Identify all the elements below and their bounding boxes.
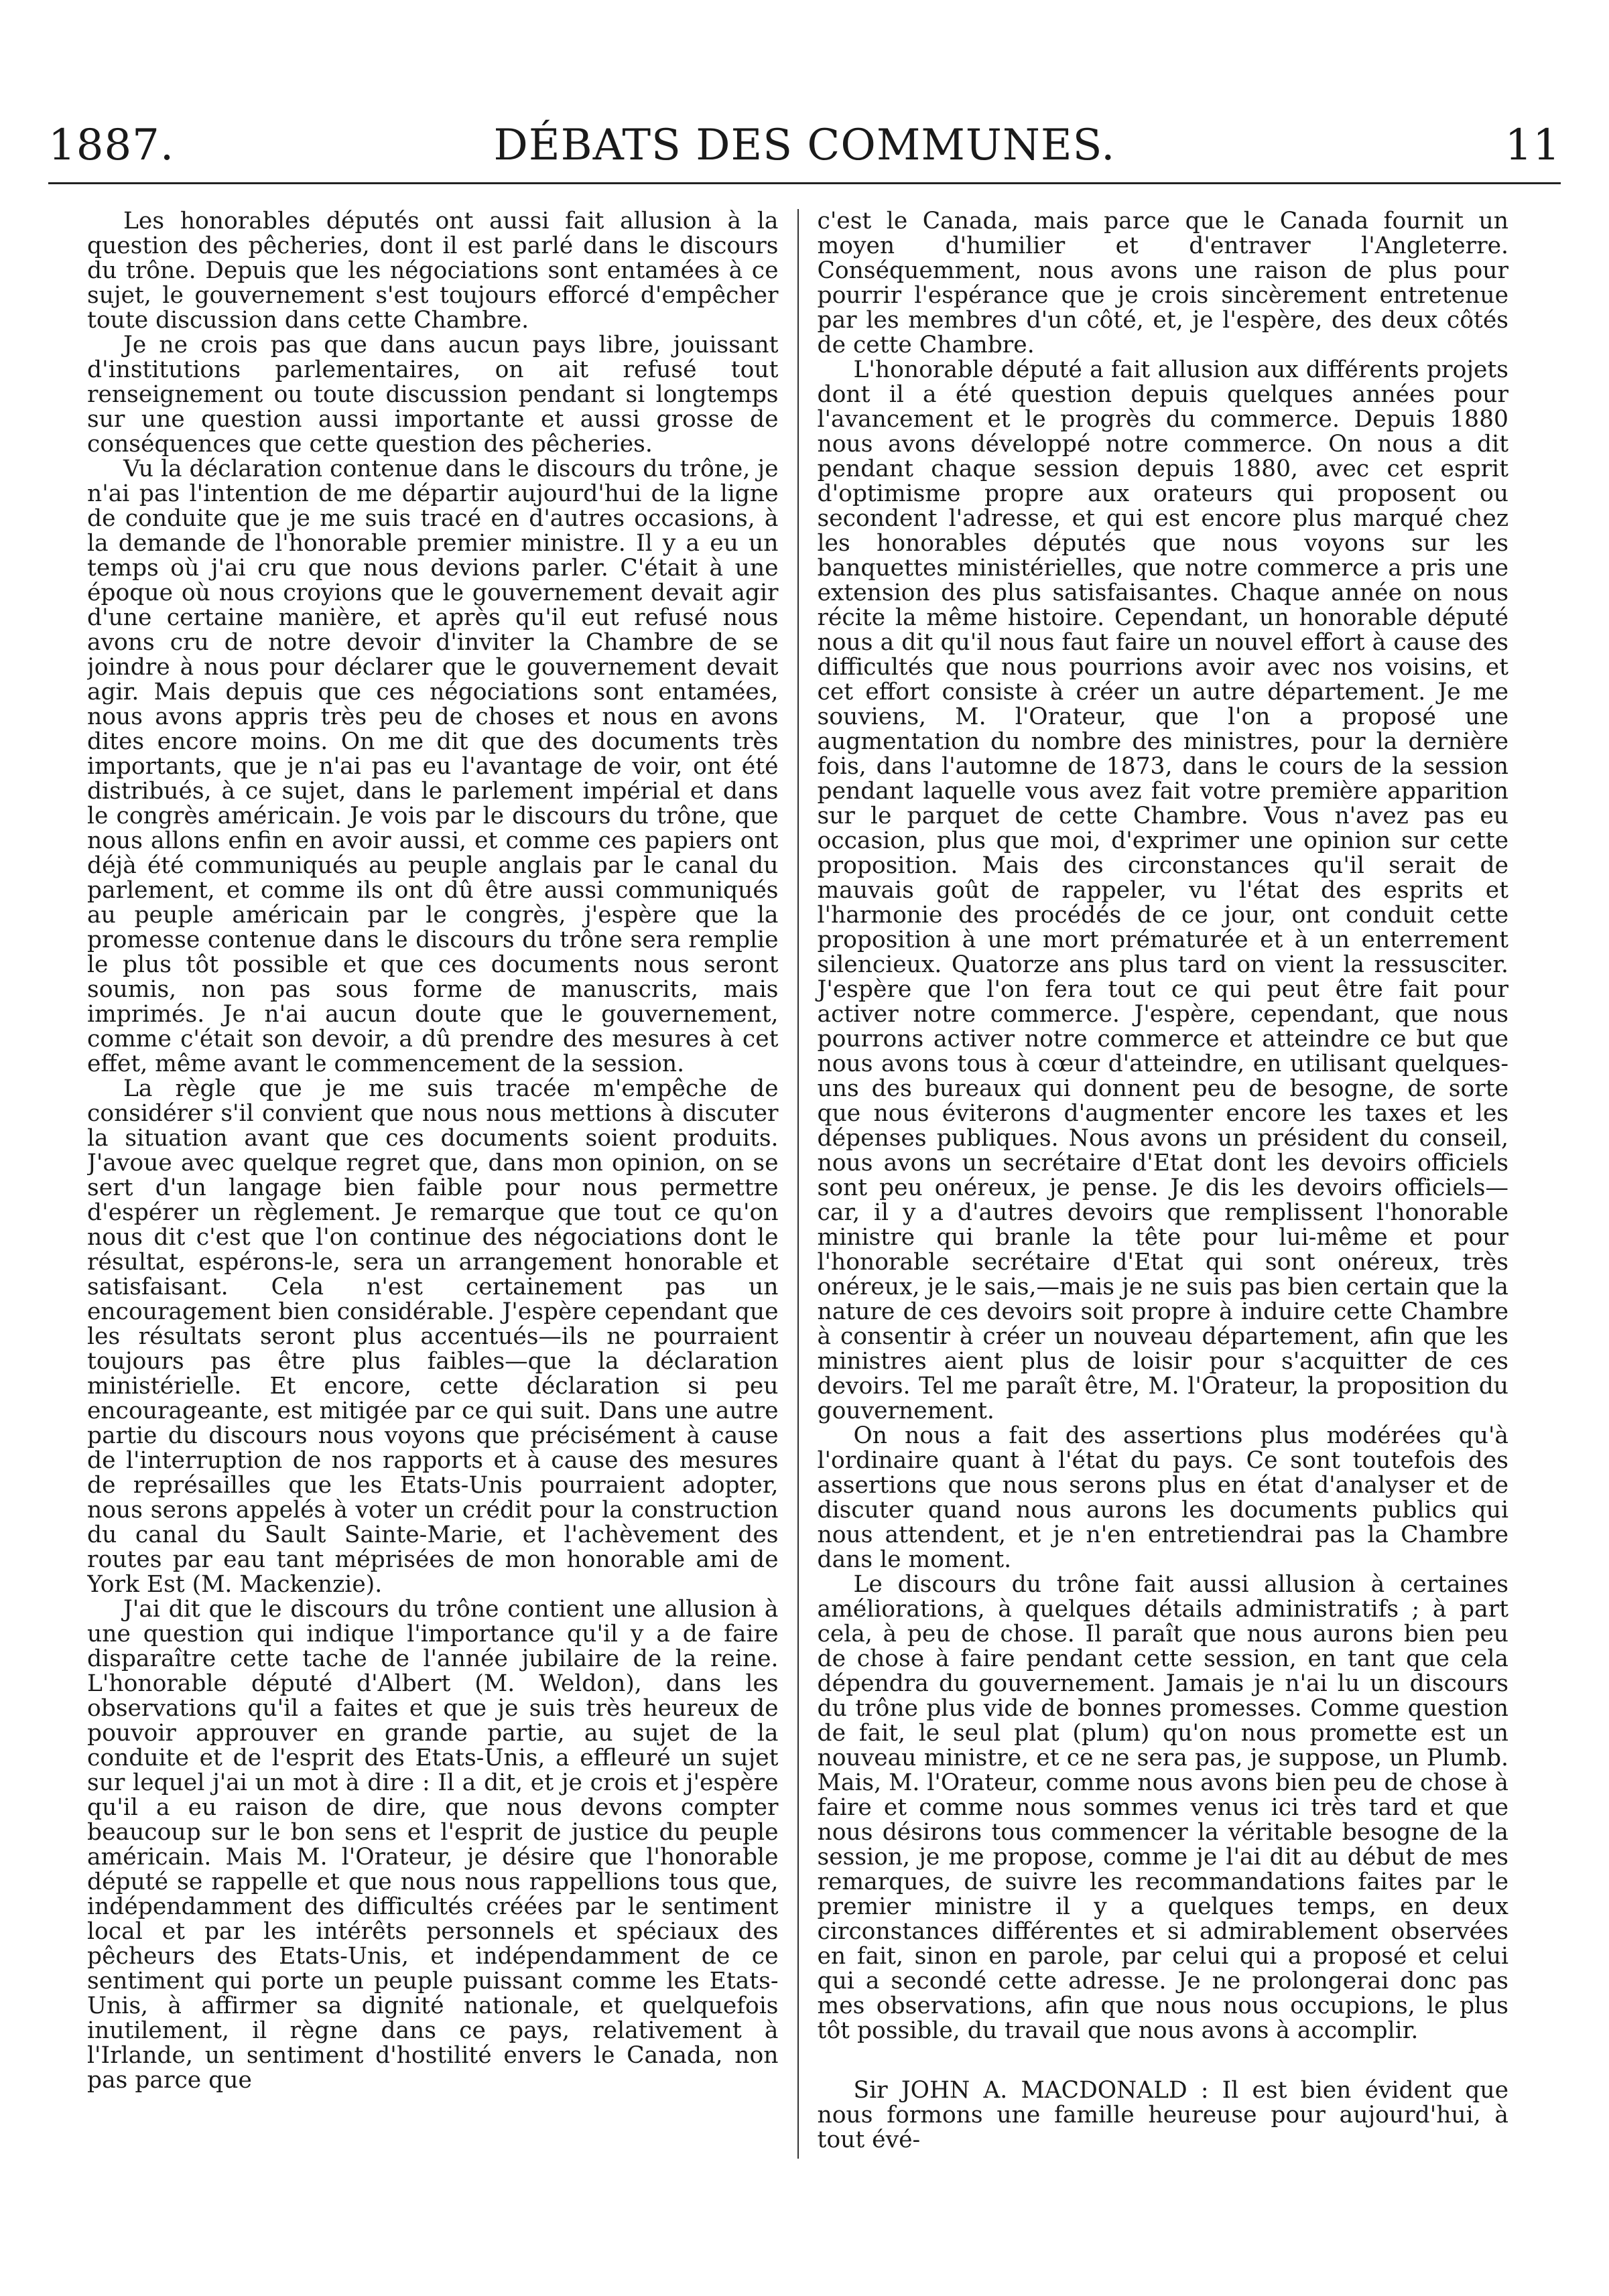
header-rule [48,182,1561,184]
paragraph: On nous a fait des assertions plus modérées qu'à l'ordinaire quant à l'état du pays. Ce sont toutefois des assertions que nous serons plus en état d'analyser et de discuter quand nous aurons les documents publics qui nous attendent, et je n'en entretiendrai pas la Chambre dans le moment. [817,1422,1508,1573]
right-column [799,209,1509,2159]
paragraph: Les honorables députés ont aussi fait allusion à la question des pêcheries, dont il est parlé dans le discours du trône. Depuis que les négociations sont entamées à ce sujet, le gouvernement s'est toujours efforcé d'empêcher toute discussion dans cette Chambre. [87,209,779,334]
paragraph: L'honorable député a fait allusion aux différents projets dont il a été question depuis quelques années pour l'avancement et le progrès du commerce. Depuis 1880 nous avons développé notre commerce. On nous a dit pendant chaque session depuis 1880, avec cet esprit d'optimisme propre aux orateurs qui proposent ou secondent l'adresse, et qui est encore plus marqué chez les honorables députés que nous voyons sur les banquettes ministérielles, que notre commerce a pris une extension des plus satisfaisantes. Chaque année on nous récite la même histoire. Cependant, un honorable député nous a dit qu'il nous faut faire un nouvel effort à cause des difficultés que nous pourrions avoir avec nos voisins, et cet effort consiste à créer un autre département. Je me souviens, M. l'Orateur, que l'on a proposé une augmentation du nombre des ministres, pour la dernière fois, dans l'automne de 1873, dans le cours de la session pendant laquelle vous avez fait votre première apparition sur le parquet de cette Chambre. Vous n'avez pas eu occasion, plus que moi, d'exprimer une opinion sur cette proposition. Mais des circonstances qu'il serait de mauvais goût de rappeler, vu l'état des esprits et l'harmonie des procédés de ce jour, ont conduit cette proposition à une mort prématurée et à un enterrement silencieux. Quatorze ans plus tard on vient la ressusciter. J'espère que l'on fera tout ce qui peut être fait pour activer notre commerce. J'espère, cependant, que nous pourrons activer notre commerce et atteindre ce but que nous avons tous à cœur d'atteindre, en utilisant quelques-uns des bureaux qui donnent peu de besogne, de sorte que nous éviterons d'augmenter encore les taxes et les dépenses publiques. Nous avons un président du conseil, nous avons un secrétaire d'Etat dont les devoirs officiels sont peu onéreux, je pense. Je dis les devoirs officiels—car, il y a d'autres devoirs que remplissent l'honorable ministre qui branle la tête pour lui-même et pour l'honorable secrétaire d'Etat qui sont onéreux, très onéreux, je le sais,—mais je ne suis pas bien certain que la nature de ces devoirs soit propre à induire cette Chambre à consentir à créer un nouveau département, afin que les ministres aient plus de loisir pour s'acquitter de ces devoirs. Tel me paraît être, M. l'Orateur, la proposition du gouvernement. [817,356,1508,1424]
page-header [48,121,1561,174]
left-column [87,209,799,2159]
speaker-paragraph: Sir JOHN A. MACDONALD : Il est bien évident que nous formons une famille heureuse pour aujourd'hui, à tout évé- [817,2077,1508,2153]
paragraph: Je ne crois pas que dans aucun pays libre, jouissant d'institutions parlementaires, on ait refusé tout renseignement ou toute discussion pendant si longtemps sur une question aussi importante et aussi grosse de conséquences que cette question des pêcheries. [87,332,779,458]
header-title: DÉBATS DES COMMUNES. [493,121,1116,170]
page-number: 11 [1504,121,1561,170]
header-year: 1887. [48,121,175,170]
paragraph: Le discours du trône fait aussi allusion à certaines améliorations, à quelques détails administratifs ; à part cela, à peu de chose. Il paraît que nous aurons bien peu de chose à faire pendant cette session, en tant que cela dépendra du gouvernement. Jamais je n'ai lu un discours du trône plus vide de bonnes promesses. Comme question de fait, le seul plat (plum) qu'on nous promette est un nouveau ministre, et ce ne sera pas, je suppose, un Plumb. Mais, M. l'Orateur, comme nous avons bien peu de chose à faire et comme nous sommes venus ici très tard et que nous désirons tous commencer la véritable besogne de la session, je me propose, comme je l'ai dit au début de mes remarques, de suivre les recommandations faites par le premier ministre il y a quelques temps, en deux circonstances différentes et si admirablement observées en fait, sinon en parole, par celui qui a proposé et celui qui a secondé cette adresse. Je ne prolongerai donc pas mes observations, afin que nous nous occupions, le plus tôt possible, du travail que nous avons à accomplir. [817,1571,1508,2044]
paragraph-continued: c'est le Canada, mais parce que le Canada fournit un moyen d'humilier et d'entraver l'Angleterre. Conséquemment, nous avons une raison de plus pour pourrir l'espérance que je crois sincèrement entretenue par les membres d'un côté, et, je l'espère, des deux côtés de cette Chambre. [817,209,1508,358]
paragraph: J'ai dit que le discours du trône contient une allusion à une question qui indique l'importance qu'il y a de faire disparaître cette tache de l'année jubilaire de la reine. L'honorable député d'Albert (M. Weldon), dans les observations qu'il a faites et que je suis très heureux de pouvoir approuver en grande partie, au sujet de la conduite et de l'esprit des Etats-Unis, a effleuré un sujet sur lequel j'ai un mot à dire : Il a dit, et je crois et j'espère qu'il a eu raison de dire, que nous devons compter beaucoup sur le bon sens et l'esprit de justice du peuple américain. Mais M. l'Orateur, je désire que l'honorable député se rappelle et que nous nous rappellions tous que, indépendamment des difficultés créées par le sentiment local et par les intérêts personnels et spéciaux des pêcheurs des Etats-Unis, et indépendamment de ce sentiment qui porte un peuple puissant comme les Etats-Unis, à affirmer sa dignité nationale, et quelquefois inutilement, il règne dans ce pays, relativement à l'Irlande, un sentiment d'hostilité envers le Canada, non pas parce que [87,1596,779,2094]
paragraph: Vu la déclaration contenue dans le discours du trône, je n'ai pas l'intention de me départir aujourd'hui de la ligne de conduite que je me suis tracé en d'autres occasions, à la demande de l'honorable premier ministre. Il y a eu un temps où j'ai cru que nous devions parler. C'était à une époque où nous croyions que le gouvernement devait agir d'une certaine manière, et après qu'il eut refusé nous avons cru de notre devoir d'inviter la Chambre de se joindre à nous pour déclarer que le gouvernement devait agir. Mais depuis que ces négociations sont entamées, nous avons appris très peu de choses et nous en avons dites encore moins. On me dit que des documents très importants, que je n'ai pas eu l'avantage de voir, ont été distribués, à ce sujet, dans le parlement impérial et dans le congrès américain. Je vois par le discours du trône, que nous allons enfin en avoir aussi, et comme ces papiers ont déjà été communiqués au peuple anglais par le canal du parlement, et comme ils ont dû être aussi communiqués au peuple américain par le congrès, j'espère que la promesse contenue dans le discours du trône sera remplie le plus tôt possible et que ces documents nous seront soumis, non pas sous forme de manuscrits, mais imprimés. Je n'ai aucun doute que le gouvernement, comme c'était son devoir, a dû prendre des mesures à cet effet, même avant le commencement de la session. [87,456,779,1077]
paragraph: La règle que je me suis tracée m'empêche de considérer s'il convient que nous nous mettions à discuter la situation avant que ces documents soient produits. J'avoue avec quelque regret que, dans mon opinion, on se sert d'un langage bien faible pour nous permettre d'espérer un règlement. Je remarque que tout ce qu'on nous dit c'est que l'on continue des négociations dont le résultat, espérons-le, sera un arrangement honorable et satisfaisant. Cela n'est certainement pas un encouragement bien considérable. J'espère cependant que les résultats seront plus accentués—ils ne pourraient toujours pas être plus faibles—que la déclaration ministérielle. Et encore, cette déclaration si peu encourageante, est mitigée par ce qui suit. Dans une autre partie du discours nous voyons que précisément à cause de l'interruption de nos rapports et à cause des mesures de représailles que les Etats-Unis pourraient adopter, nous serons appelés à voter un crédit pour la construction du canal du Sault Sainte-Marie, et l'achèvement des routes par eau tant méprisées de mon honorable ami de York Est (M. Mackenzie). [87,1075,779,1598]
text-columns [87,209,1508,2159]
